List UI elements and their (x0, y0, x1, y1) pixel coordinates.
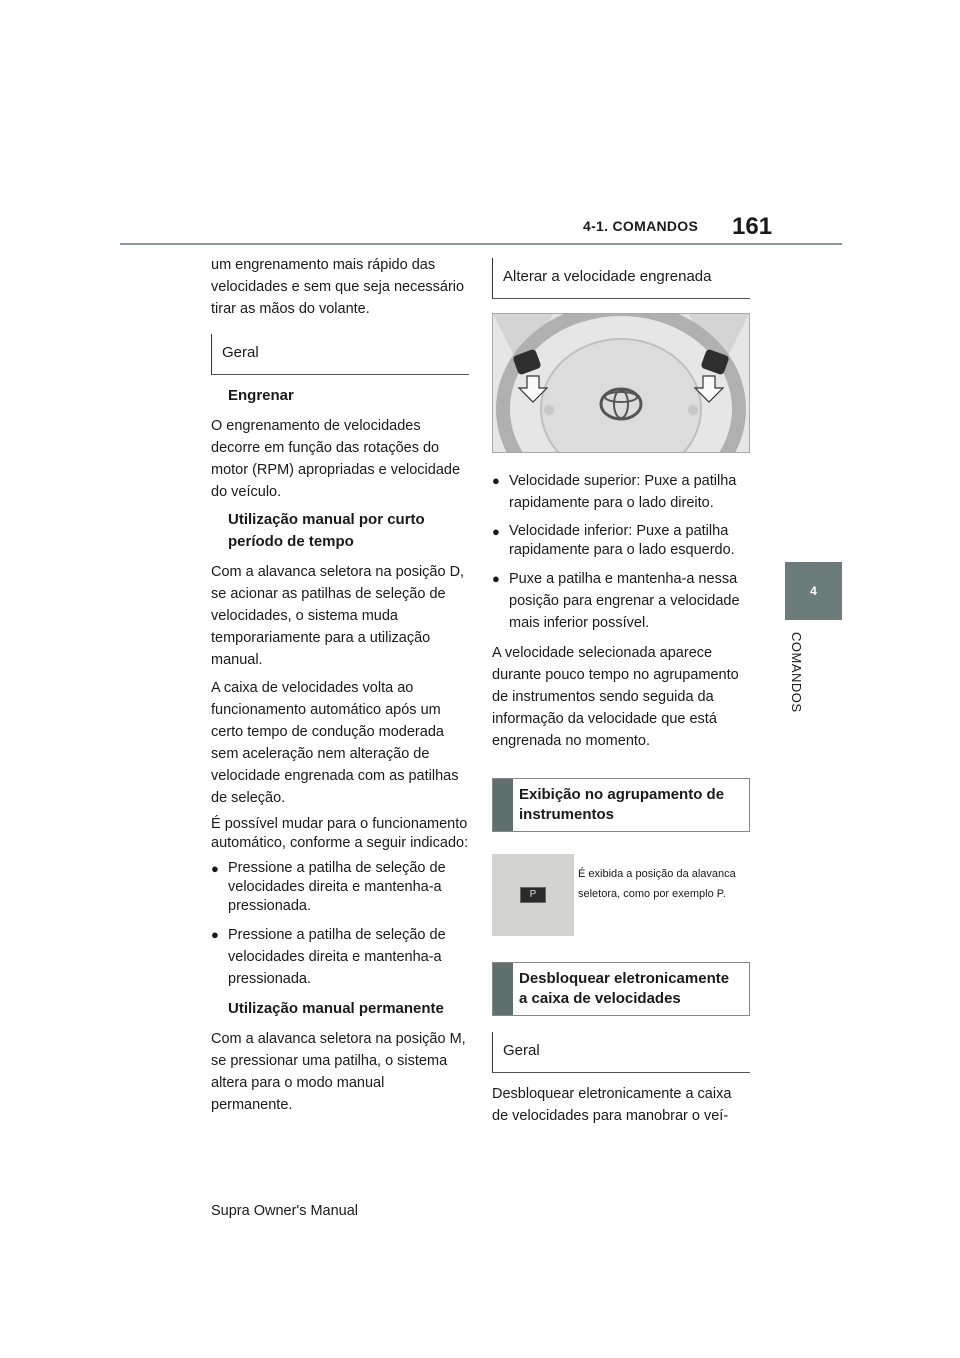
manual-perm-heading: Utilização manual permanente (228, 1000, 444, 1017)
alterar-heading: Alterar a velocidade engrenada (492, 258, 750, 299)
right-column (492, 258, 750, 1133)
manual-curto-p2: A caixa de velocidades volta ao funcionamento automático após um certo tempo de condução moderada sem aceleração nem alteração de velocidade engrenada com as patilhas de seleção. (211, 680, 459, 806)
list-item: ● Velocidade inferior: Puxe a patilha rapidamente para o lado esquerdo. (492, 523, 735, 558)
manual-curto-p1: Com a alavanca seletora na posição D, se acionar as patilhas de seleção de velocidades, o sistema muda temporariamente para a utilização manual. (211, 564, 465, 668)
engrenar-heading: Engrenar (228, 387, 294, 404)
header-section-title: 4-1. COMANDOS (583, 218, 699, 234)
bullet-icon: ● (492, 473, 500, 488)
bullet-icon: ● (211, 861, 219, 876)
geral-heading: Geral (211, 334, 469, 375)
geral-heading-right: Geral (492, 1032, 750, 1073)
bullet-icon: ● (492, 524, 500, 539)
chapter-label: COMANDOS (789, 632, 804, 713)
manual-curto-heading: Utilização manual por curto período de tempo (228, 511, 425, 550)
page-number: 161 (732, 213, 773, 240)
list-item: ● Puxe a patilha e mantenha-a nessa posição para engrenar a velocidade mais inferior possível. (492, 568, 750, 634)
engrenar-text: O engrenamento de velocidades decorre em função das rotações do motor (RPM) apropriadas e velocidade do veículo. (211, 418, 461, 500)
header-rule (120, 243, 842, 245)
desbloquear-heading: Desbloquear eletronicamente a caixa de velocidades (519, 970, 730, 1007)
display-caption: É exibida a posição da alavanca seletora, como por exemplo P. (578, 868, 736, 900)
intro-paragraph: um engrenamento mais rápido das velocidades e sem que seja necessário tirar as mãos do volante. (211, 257, 465, 317)
chapter-tab: 4 (785, 562, 842, 620)
exibicao-heading-box (492, 778, 750, 832)
display-example (492, 854, 750, 936)
bullet-icon: ● (492, 571, 500, 586)
desbloquear-text: Desbloquear eletronicamente a caixa de velocidades para manobrar o veí- (492, 1086, 732, 1124)
list-item: ● Pressione a patilha de seleção de velocidades direita e mantenha-a pressionada. (211, 924, 469, 990)
desbloquear-heading-box (492, 962, 750, 1016)
left-column (211, 254, 469, 1122)
instrument-display-image (492, 854, 574, 936)
alterar-text: A velocidade selecionada aparece durante pouco tempo no agrupamento de instrumentos sendo seguida da informação da velocidade que está engrenada no momento. (492, 645, 739, 749)
list-item: ● Velocidade superior: Puxe a patilha rapidamente para o lado direito. (492, 470, 750, 514)
heading-bar (493, 779, 513, 831)
gear-p-icon: P (520, 887, 546, 903)
steering-wheel-illustration (492, 313, 750, 453)
list-item: ● Pressione a patilha de seleção de velocidades direita e mantenha-a pressionada. (211, 860, 446, 914)
manual-perm-text: Com a alavanca seletora na posição M, se pressionar uma patilha, o sistema altera para o modo manual permanente. (211, 1031, 466, 1113)
manual-curto-p3: É possível mudar para o funcionamento automático, conforme a seguir indicado: (211, 816, 469, 851)
exibicao-heading: Exibição no agrupamento de instrumentos (519, 786, 725, 823)
bullet-icon: ● (211, 927, 219, 942)
heading-bar (493, 963, 513, 1015)
footer-manual-title: Supra Owner's Manual (211, 1203, 359, 1219)
